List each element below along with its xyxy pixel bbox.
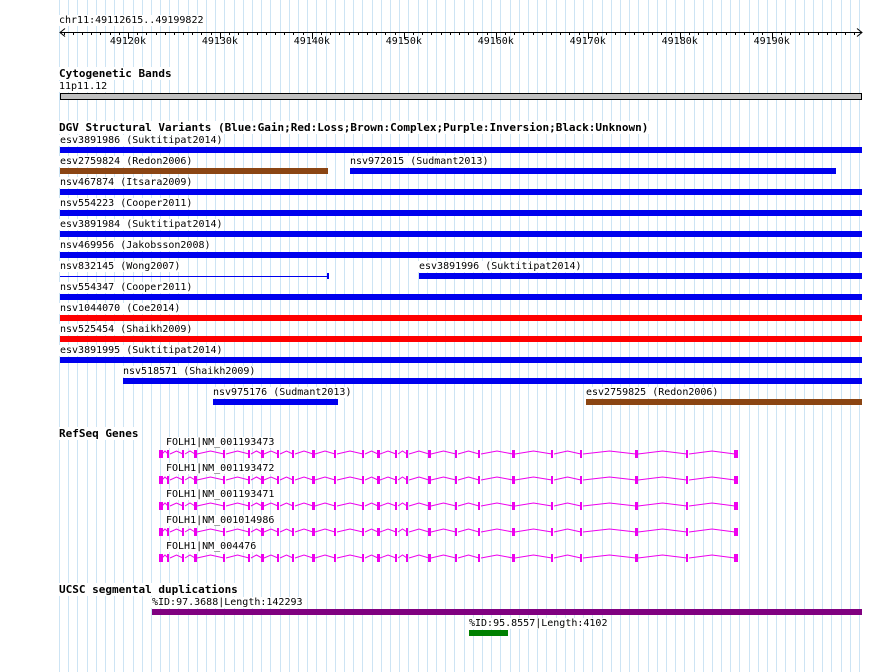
intron-line <box>689 529 735 532</box>
intron-line <box>185 529 195 532</box>
dgv-feature-bar[interactable] <box>350 168 836 174</box>
intron-line <box>365 477 378 480</box>
exon-block <box>248 502 250 510</box>
dgv-feature-label: esv3891984 (Suktitipat2014) <box>60 219 223 230</box>
dgv-track-title: DGV Structural Variants (Blue:Gain;Red:Loss;Brown:Complex;Purple:Inversion;Black:Unknown) <box>59 121 649 134</box>
intron-line <box>337 529 363 532</box>
ruler-tick-label: 49140k <box>293 36 330 47</box>
intron-line <box>638 529 687 532</box>
dgv-feature-bar[interactable] <box>60 315 862 321</box>
intron-line <box>458 477 479 480</box>
intron-line <box>515 503 552 506</box>
intron-line <box>583 555 636 558</box>
exon-block <box>223 476 225 484</box>
exon-block <box>551 502 553 510</box>
intron-line <box>197 529 224 532</box>
exon-block <box>686 554 688 562</box>
intron-line <box>409 451 429 454</box>
exon-block <box>377 502 380 510</box>
refseq-transcript-label: FOLH1|NM_001193471 <box>166 489 275 500</box>
exon-block <box>182 502 184 510</box>
intron-line <box>295 529 313 532</box>
exon-block <box>395 554 397 562</box>
exon-block <box>635 450 638 458</box>
intron-line <box>380 451 396 454</box>
exon-block <box>292 450 294 458</box>
intron-line <box>280 529 293 532</box>
exon-block <box>277 554 279 562</box>
dgv-feature-label: nsv554223 (Cooper2011) <box>60 198 193 209</box>
intron-line <box>689 503 735 506</box>
exon-block <box>377 476 380 484</box>
exon-block <box>277 528 279 536</box>
intron-line <box>170 451 183 454</box>
exon-block <box>223 528 225 536</box>
intron-line <box>337 451 363 454</box>
segdup-feature-label: %ID:95.8557|Length:4102 <box>469 618 608 629</box>
intron-line <box>185 477 195 480</box>
intron-line <box>689 477 735 480</box>
intron-line <box>295 451 313 454</box>
cytoband-track-title: Cytogenetic Bands <box>59 67 172 80</box>
dgv-feature-bar[interactable] <box>419 273 862 279</box>
exon-block <box>478 502 480 510</box>
exon-block <box>395 502 397 510</box>
region-label: chr11:49112615..49199822 <box>59 15 204 26</box>
intron-line <box>409 555 429 558</box>
dgv-feature-label: nsv467874 (Itsara2009) <box>60 177 193 188</box>
exon-block <box>167 450 169 458</box>
refseq-transcript-label: FOLH1|NM_004476 <box>166 541 257 552</box>
intron-line <box>515 555 552 558</box>
intron-line <box>398 529 407 532</box>
exon-block <box>455 528 457 536</box>
exon-block <box>334 450 336 458</box>
exon-block <box>580 554 582 562</box>
intron-line <box>280 477 293 480</box>
exon-block <box>377 528 380 536</box>
exon-block <box>580 528 582 536</box>
intron-line <box>398 503 407 506</box>
intron-line <box>185 503 195 506</box>
intron-line <box>638 555 687 558</box>
dgv-feature-label: esv2759825 (Redon2006) <box>586 387 719 398</box>
exon-block <box>312 476 315 484</box>
exon-block <box>312 554 315 562</box>
exon-block <box>159 528 163 536</box>
exon-block <box>362 528 364 536</box>
intron-line <box>185 555 195 558</box>
refseq-transcript-label: FOLH1|NM_001193473 <box>166 437 275 448</box>
intron-line <box>295 477 313 480</box>
exon-block <box>223 554 225 562</box>
intron-line <box>481 451 513 454</box>
intron-line <box>226 451 249 454</box>
exon-block <box>377 450 380 458</box>
intron-line <box>398 451 407 454</box>
exon-block <box>512 450 515 458</box>
exon-block <box>194 450 197 458</box>
intron-line <box>481 529 513 532</box>
intron-line <box>638 503 687 506</box>
exon-block <box>362 502 364 510</box>
dgv-feature-label: nsv972015 (Sudmant2013) <box>350 156 489 167</box>
exon-block <box>334 528 336 536</box>
intron-line <box>515 477 552 480</box>
exon-block <box>248 554 250 562</box>
exon-block <box>292 528 294 536</box>
intron-line <box>251 477 262 480</box>
exon-block <box>334 502 336 510</box>
exon-block <box>551 450 553 458</box>
exon-block <box>478 554 480 562</box>
exon-block <box>159 502 163 510</box>
intron-line <box>251 503 262 506</box>
intron-line <box>431 451 456 454</box>
dgv-feature-label: nsv525454 (Shaikh2009) <box>60 324 193 335</box>
intron-line <box>583 451 636 454</box>
exon-block <box>734 554 738 562</box>
ruler-tick-label: 49150k <box>385 36 422 47</box>
exon-block <box>248 476 250 484</box>
exon-block <box>428 528 431 536</box>
exon-block <box>734 476 738 484</box>
exon-block <box>428 476 431 484</box>
intron-line <box>170 477 183 480</box>
exon-block <box>455 554 457 562</box>
refseq-transcript-label: FOLH1|NM_001193472 <box>166 463 275 474</box>
intron-line <box>398 477 407 480</box>
intron-line <box>554 555 581 558</box>
intron-line <box>431 529 456 532</box>
intron-line <box>554 529 581 532</box>
exon-block <box>406 450 408 458</box>
exon-block <box>512 554 515 562</box>
dgv-feature-label: esv3891995 (Suktitipat2014) <box>60 345 223 356</box>
dgv-feature-bar[interactable] <box>213 399 338 405</box>
intron-line <box>315 451 335 454</box>
refseq-transcript-model[interactable] <box>0 526 890 538</box>
exon-block <box>223 450 225 458</box>
intron-line <box>185 451 195 454</box>
intron-line <box>689 451 735 454</box>
dgv-feature-bar[interactable] <box>60 168 328 174</box>
exon-block <box>455 476 457 484</box>
intron-line <box>264 503 278 506</box>
exon-block <box>686 528 688 536</box>
exon-block <box>312 450 315 458</box>
intron-line <box>197 451 224 454</box>
intron-line <box>315 555 335 558</box>
exon-block <box>635 554 638 562</box>
intron-line <box>226 529 249 532</box>
intron-line <box>380 477 396 480</box>
intron-line <box>583 477 636 480</box>
dgv-feature-bar[interactable] <box>60 231 862 237</box>
intron-line <box>515 529 552 532</box>
exon-block <box>312 528 315 536</box>
intron-line <box>251 451 262 454</box>
dgv-feature-bar[interactable] <box>60 189 862 195</box>
intron-line <box>280 503 293 506</box>
intron-line <box>280 451 293 454</box>
intron-line <box>264 477 278 480</box>
exon-block <box>223 502 225 510</box>
exon-block <box>406 476 408 484</box>
ruler-tick-label: 49160k <box>477 36 514 47</box>
intron-line <box>226 503 249 506</box>
intron-line <box>170 529 183 532</box>
intron-line <box>458 451 479 454</box>
exon-block <box>377 554 380 562</box>
exon-block <box>182 450 184 458</box>
exon-block <box>512 476 515 484</box>
cytoband-11p11-12[interactable] <box>60 93 862 100</box>
exon-block <box>167 502 169 510</box>
exon-block <box>182 528 184 536</box>
intron-line <box>431 503 456 506</box>
refseq-transcript-label: FOLH1|NM_001014986 <box>166 515 275 526</box>
exon-block <box>277 476 279 484</box>
exon-block <box>334 554 336 562</box>
exon-block <box>455 450 457 458</box>
intron-line <box>409 529 429 532</box>
intron-line <box>197 503 224 506</box>
exon-block <box>182 476 184 484</box>
exon-block <box>428 502 431 510</box>
exon-block <box>334 476 336 484</box>
intron-line <box>409 503 429 506</box>
ruler-tick-label: 49190k <box>753 36 790 47</box>
exon-block <box>580 502 582 510</box>
exon-block <box>395 450 397 458</box>
exon-block <box>194 502 197 510</box>
exon-block <box>261 528 264 536</box>
intron-line <box>365 529 378 532</box>
exon-block <box>635 476 638 484</box>
dgv-feature-bar[interactable] <box>60 357 862 363</box>
intron-line <box>315 529 335 532</box>
intron-line <box>264 555 278 558</box>
exon-block <box>261 450 264 458</box>
dgv-feature-bar[interactable] <box>60 294 862 300</box>
refseq-transcript-model[interactable] <box>0 448 890 460</box>
intron-line <box>515 451 552 454</box>
dgv-feature-bar[interactable] <box>60 210 862 216</box>
exon-block <box>194 554 197 562</box>
intron-line <box>638 451 687 454</box>
intron-line <box>226 555 249 558</box>
intron-line <box>365 503 378 506</box>
exon-block <box>167 476 169 484</box>
intron-line <box>251 529 262 532</box>
intron-line <box>264 451 278 454</box>
ruler-tick-label: 49120k <box>109 36 146 47</box>
dgv-feature-label: nsv518571 (Shaikh2009) <box>123 366 256 377</box>
exon-block <box>734 528 738 536</box>
intron-line <box>638 477 687 480</box>
exon-block <box>635 528 638 536</box>
dgv-feature-label: esv2759824 (Redon2006) <box>60 156 193 167</box>
dgv-feature-label: esv3891996 (Suktitipat2014) <box>419 261 582 272</box>
exon-block <box>362 554 364 562</box>
exon-block <box>194 528 197 536</box>
intron-line <box>295 503 313 506</box>
intron-line <box>458 503 479 506</box>
intron-line <box>315 477 335 480</box>
exon-block <box>395 476 397 484</box>
exon-block <box>428 554 431 562</box>
intron-line <box>226 477 249 480</box>
exon-block <box>261 554 264 562</box>
exon-block <box>512 528 515 536</box>
dgv-feature-bar[interactable] <box>586 399 862 405</box>
intron-line <box>458 529 479 532</box>
exon-block <box>261 476 264 484</box>
intron-line <box>365 451 378 454</box>
exon-block <box>734 502 738 510</box>
intron-line <box>197 555 224 558</box>
intron-line <box>398 555 407 558</box>
dgv-feature-bar[interactable] <box>60 252 862 258</box>
dgv-feature-label: esv3891986 (Suktitipat2014) <box>60 135 223 146</box>
exon-block <box>406 528 408 536</box>
exon-block <box>580 450 582 458</box>
ruler-tick-label: 49170k <box>569 36 606 47</box>
intron-line <box>337 477 363 480</box>
exon-block <box>159 450 163 458</box>
exon-block <box>551 554 553 562</box>
exon-block <box>167 554 169 562</box>
exon-block <box>478 476 480 484</box>
intron-line <box>337 555 363 558</box>
intron-line <box>295 555 313 558</box>
intron-line <box>481 477 513 480</box>
cytoband-label: 11p11.12 <box>59 81 108 92</box>
exon-block <box>686 502 688 510</box>
intron-line <box>481 555 513 558</box>
exon-block <box>159 476 163 484</box>
exon-block <box>277 502 279 510</box>
exon-block <box>455 502 457 510</box>
exon-block <box>686 450 688 458</box>
intron-line <box>251 555 262 558</box>
intron-line <box>280 555 293 558</box>
intron-line <box>431 555 456 558</box>
exon-block <box>292 554 294 562</box>
intron-line <box>197 477 224 480</box>
intron-line <box>554 451 581 454</box>
exon-block <box>292 502 294 510</box>
intron-line <box>583 529 636 532</box>
exon-block <box>182 554 184 562</box>
segdup-feature-bar[interactable] <box>469 630 508 636</box>
dgv-feature-label: nsv832145 (Wong2007) <box>60 261 181 272</box>
intron-line <box>689 555 735 558</box>
exon-block <box>159 554 163 562</box>
exon-block <box>167 528 169 536</box>
dgv-feature-label: nsv1044070 (Coe2014) <box>60 303 181 314</box>
exon-block <box>512 502 515 510</box>
ruler-tick-label: 49130k <box>201 36 238 47</box>
dgv-feature-label: nsv469956 (Jakobsson2008) <box>60 240 211 251</box>
dgv-feature-bar[interactable] <box>60 276 328 277</box>
intron-line <box>481 503 513 506</box>
intron-line <box>264 529 278 532</box>
intron-line <box>170 555 183 558</box>
intron-line <box>337 503 363 506</box>
intron-line <box>431 477 456 480</box>
intron-line <box>170 503 183 506</box>
coordinate-ruler[interactable] <box>0 24 890 48</box>
exon-block <box>551 528 553 536</box>
exon-block <box>635 502 638 510</box>
refseq-transcript-model[interactable] <box>0 552 890 564</box>
dgv-feature-label: nsv975176 (Sudmant2013) <box>213 387 352 398</box>
refseq-track-title: RefSeq Genes <box>59 427 139 440</box>
exon-block <box>551 476 553 484</box>
exon-block <box>261 502 264 510</box>
exon-block <box>312 502 315 510</box>
intron-line <box>554 477 581 480</box>
dgv-feature-bar[interactable] <box>60 147 862 153</box>
ruler-tick-label: 49180k <box>661 36 698 47</box>
intron-line <box>409 477 429 480</box>
exon-block <box>734 450 738 458</box>
exon-block <box>395 528 397 536</box>
dgv-feature-bar[interactable] <box>60 336 862 342</box>
exon-block <box>362 450 364 458</box>
exon-block <box>248 528 250 536</box>
intron-line <box>365 555 378 558</box>
refseq-transcript-model[interactable] <box>0 474 890 486</box>
segdup-feature-label: %ID:97.3688|Length:142293 <box>152 597 303 608</box>
intron-line <box>583 503 636 506</box>
intron-line <box>380 555 396 558</box>
segdup-track-title: UCSC segmental duplications <box>59 583 238 596</box>
exon-block <box>248 450 250 458</box>
dgv-feature-bar[interactable] <box>123 378 862 384</box>
intron-line <box>380 503 396 506</box>
exon-block <box>194 476 197 484</box>
exon-block <box>406 554 408 562</box>
intron-line <box>554 503 581 506</box>
segdup-feature-bar[interactable] <box>152 609 862 615</box>
intron-line <box>315 503 335 506</box>
exon-block <box>478 450 480 458</box>
exon-block <box>292 476 294 484</box>
intron-line <box>380 529 396 532</box>
exon-block <box>580 476 582 484</box>
dgv-feature-label: nsv554347 (Cooper2011) <box>60 282 193 293</box>
exon-block <box>406 502 408 510</box>
intron-line <box>458 555 479 558</box>
refseq-transcript-model[interactable] <box>0 500 890 512</box>
exon-block <box>686 476 688 484</box>
exon-block <box>428 450 431 458</box>
exon-block <box>362 476 364 484</box>
exon-block <box>478 528 480 536</box>
exon-block <box>277 450 279 458</box>
